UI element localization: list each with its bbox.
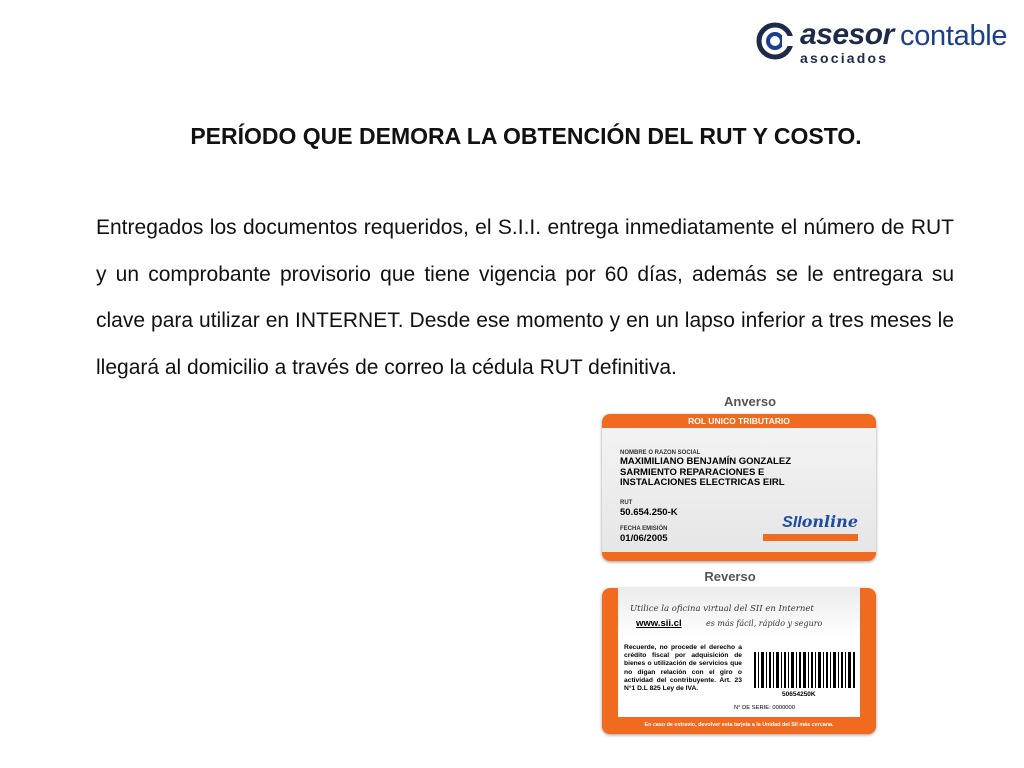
card-front-footer-stripe <box>602 552 876 561</box>
body-paragraph: Entregados los documentos requeridos, el S.I.I. entrega inmediatamente el número de RUT y un comprobante provisorio que tiene vigencia por 60 días, además se le entregara su clave para utilizar en INTERNET. Desde ese momento y en un lapso inferior a tres meses le llegará al domicilio a través de correo la cédula RUT definitiva. <box>96 216 954 379</box>
card-back-notice: Recuerde, no procede el derecho a crédito fiscal por adquisición de bienes o utilización de servicios que no digan relación con el giro o actividad del contribuyente. Art. 23 N°1 D.L 825 Ley de IVA. <box>624 644 742 693</box>
logo-subtitle: asociados <box>800 50 889 66</box>
card-back-url: www.sii.cl <box>636 618 682 629</box>
company-logo <box>756 18 1016 68</box>
card-rut-value: 50.654.250-K <box>620 507 678 518</box>
card-back-label: Reverso <box>704 569 756 584</box>
page-title: PERÍODO QUE DEMORA LA OBTENCIÓN DEL RUT Y COSTO. <box>190 123 862 149</box>
card-front-label: Anverso <box>723 394 777 409</box>
card-front-header: ROL UNICO TRIBUTARIO <box>602 414 876 428</box>
card-date-label: FECHA EMISIÓN <box>620 526 668 532</box>
card-back-footer: En caso de extravío, devolver esta tarjeta a la Unidad del SII más cercana. <box>602 717 876 734</box>
sii-logo-online: online <box>801 512 858 531</box>
card-name-line-1: MAXIMILIANO BENJAMÍN GONZALEZ <box>620 456 791 467</box>
sii-online-logo <box>782 512 858 532</box>
card-back-script-line-2: es más fácil, rápido y seguro <box>706 619 823 628</box>
rut-card-back <box>602 588 876 734</box>
logo-brand-suffix: contable <box>900 20 1008 52</box>
barcode-number: 50654250K <box>782 691 816 698</box>
card-name-line-3: INSTALACIONES ELECTRICAS EIRL <box>620 477 785 488</box>
card-back-script-line: Utilice la oficina virtual del SII en Internet <box>630 604 814 614</box>
rut-card-front <box>602 414 876 561</box>
logo-brand: asesor <box>800 18 894 51</box>
card-serial: N° DE SERIE: 0000000 <box>734 705 795 711</box>
sii-logo-bar <box>763 534 858 541</box>
card-rut-label: RUT <box>620 500 633 506</box>
logo-mark-icon <box>756 22 794 60</box>
card-name-line-2: SARMIENTO REPARACIONES E <box>620 466 765 478</box>
card-back-left-stripe <box>602 588 618 734</box>
card-name-label: NOMBRE O RAZON SOCIAL <box>620 450 701 456</box>
barcode-icon <box>750 650 860 696</box>
card-back-right-stripe <box>860 588 876 734</box>
card-date-value: 01/06/2005 <box>620 533 668 544</box>
sii-logo-text: SII <box>782 514 802 531</box>
